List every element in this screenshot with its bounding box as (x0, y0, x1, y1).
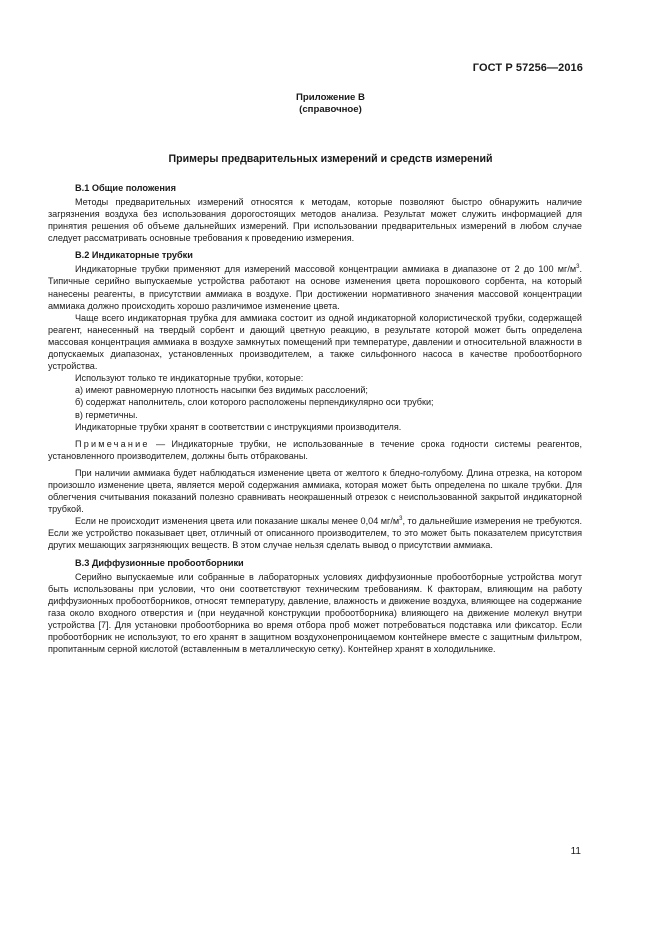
section-heading-b1: В.1 Общие положения (75, 183, 176, 193)
list-item: а) имеют равномерную плотность насыпки без видимых расслоений; (75, 385, 368, 396)
note-text: — Индикаторные трубки, не использованные в течение срока годности системы реагентов, установленного производителем, должны быть отбракованы. (48, 438, 582, 461)
paragraph: Если не происходит изменения цвета или показание шкалы менее 0,04 $мг/м^3$, то дальнейшие измерения не требуются. Если же устройство показывает цвет, отличный от описанного производителем, то это может быть показателем присутствия других мешающих загрязняющих веществ. В этом случае нельзя сделать вывод о присутствии аммиака. (48, 516, 582, 551)
list-item: в) герметичны. (75, 409, 138, 420)
paragraph: Индикаторные трубки хранят в соответствии с инструкциями производителя. (75, 421, 402, 432)
section-heading-b2: В.2 Индикаторные трубки (75, 250, 193, 261)
note-label: Примечание (75, 438, 150, 449)
document-title: Примеры предварительных измерений и средств измерений (168, 153, 493, 165)
paragraph: Индикаторные трубки применяют для измерений массовой концентрации аммиака в диапазоне от 2 до 100 $мг/м^3$. Типичные серийно выпускаемые устройства работают на основе изменения цвета порошкового сорбента, на который нанесены реагенты, в присутствии аммиака в воздухе. При достижении нормативного значения массовой концентрации аммиака должно происходить хорошо различимое изменение цвета. (48, 264, 582, 311)
note (48, 438, 582, 462)
paragraph: При наличии аммиака будет наблюдаться изменение цвета от желтого к бледно-голубому. Длина отрезка, на котором произошло изменение цвета, является мерой содержания аммиака, которая может быть определена по шкале трубки. Для облегчения считывания показаний полезно сравнивать неокрашенный отрезок с неиспользованной закрытой индикаторной трубкой. (48, 467, 582, 515)
paragraph: Серийно выпускаемые или собранные в лабораторных условиях диффузионные пробоотборные устройства могут быть использованы при условии, что они соответствуют техническим требованиям. К факторам, влияющим на работу диффузионных пробоотборников, относят температуру, давление, влажность и движение воздуха, влияющее на содержание газа около входного отверстия и (при неудачной конструкции пробоотборника) влияющего на движение молекул внутри устройства [7]. Для установки пробоотборника во время отбора проб может потребоваться подставка или фиксатор. Если пробоотборник не используют, то его хранят в защитном воздухонепроницаемом контейнере вместе с защитным фильтром, пропитанным серной кислотой (вставленным в металлическую сетку). Контейнер хранят в холодильнике. (48, 571, 582, 655)
section-heading-b3: В.3 Диффузионные пробоотборники (75, 557, 244, 568)
paragraph: Методы предварительных измерений относятся к методам, которые позволяют быстро обнаружить наличие загрязнения воздуха без использования дорогостоящих методов анализа. Результат может служить информацией для принятия решения об объеме дальнейших измерений. При использовании предварительных измерений в любом случае следует рассматривать основные требования к проведению измерения. (48, 197, 582, 244)
appendix-heading (0, 92, 661, 116)
appendix-label: Приложение В (296, 92, 365, 103)
list-item: б) содержат наполнитель, слои которого расположены перпендикулярно оси трубки; (75, 397, 434, 408)
appendix-type: (справочное) (299, 104, 362, 115)
paragraph: Чаще всего индикаторная трубка для аммиака состоит из одной индикаторной колористической трубки, содержащей реагент, нанесенный на твердый сорбент и дающий цветную реакцию, в результате которой может быть определена массовая концентрация аммиака в воздухе замкнутых помещений при температуре, давлении и относительной влажности в допускаемых диапазонах, установленных производителем, а также сильфонного насоса в качестве пробоотборного устройства. (48, 312, 582, 372)
page-number: 11 (570, 846, 581, 857)
paragraph: Используют только те индикаторные трубки, которые: (75, 373, 304, 384)
standard-code: ГОСТ Р 57256—2016 (472, 62, 583, 74)
document-body (48, 182, 582, 655)
